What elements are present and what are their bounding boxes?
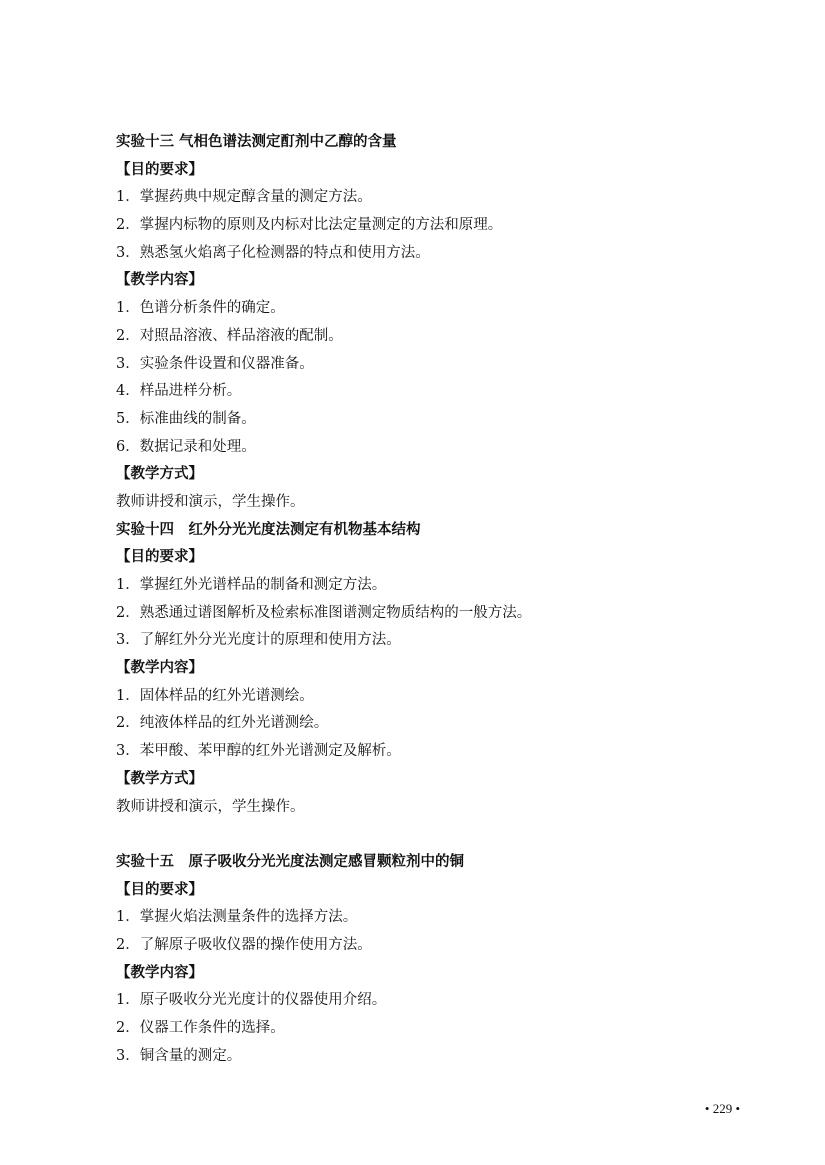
objectives-heading: 【目的要求】 bbox=[116, 881, 203, 898]
objective-item: 1．掌握红外光谱样品的制备和测定方法。 bbox=[116, 577, 387, 593]
content-item: 2．对照品溶液、样品溶液的配制。 bbox=[116, 327, 343, 344]
content-heading: 【教学内容】 bbox=[116, 272, 203, 289]
content-item: 6．数据记录和处理。 bbox=[116, 438, 256, 455]
content-item: 4．样品进样分析。 bbox=[116, 383, 242, 400]
objectives-heading: 【目的要求】 bbox=[116, 161, 203, 178]
content-item: 3．铜含量的测定。 bbox=[116, 1047, 242, 1064]
content-item: 2．仪器工作条件的选择。 bbox=[116, 1020, 285, 1036]
section-title: 实验十三 气相色谱法测定酊剂中乙醇的含量 bbox=[116, 134, 397, 150]
page-number: • 229 • bbox=[704, 1101, 740, 1116]
objective-item: 1．掌握药典中规定醇含量的测定方法。 bbox=[116, 189, 372, 206]
objective-item: 3．熟悉氢火焰离子化检测器的特点和使用方法。 bbox=[116, 244, 430, 261]
objective-item: 2．熟悉通过谱图解析及检索标准图谱测定物质结构的一般方法。 bbox=[116, 604, 532, 621]
objective-item: 1．掌握火焰法测量条件的选择方法。 bbox=[116, 909, 358, 926]
method-heading: 【教学方式】 bbox=[116, 466, 203, 483]
content-item: 5．标准曲线的制备。 bbox=[116, 410, 256, 427]
content-item: 1．固体样品的红外光谱测绘。 bbox=[116, 687, 314, 704]
document-body bbox=[116, 129, 766, 1070]
objective-item: 2．了解原子吸收仪器的操作使用方法。 bbox=[116, 936, 372, 953]
content-heading: 【教学内容】 bbox=[116, 660, 203, 677]
section-spacer bbox=[116, 821, 766, 849]
method-heading: 【教学方式】 bbox=[116, 770, 203, 787]
content-item: 1．原子吸收分光光度计的仪器使用介绍。 bbox=[116, 992, 387, 1009]
section-title: 实验十四 红外分光光度法测定有机物基本结构 bbox=[116, 521, 421, 538]
method-text: 教师讲授和演示，学生操作。 bbox=[116, 493, 305, 510]
content-item: 3．实验条件设置和仪器准备。 bbox=[116, 355, 314, 372]
objectives-heading: 【目的要求】 bbox=[116, 549, 203, 566]
content-heading: 【教学内容】 bbox=[116, 964, 203, 981]
objective-item: 2．掌握内标物的原则及内标对比法定量测定的方法和原理。 bbox=[116, 217, 503, 234]
section-title: 实验十五 原子吸收分光光度法测定感冒颗粒剂中的铜 bbox=[116, 853, 464, 870]
content-item: 3．苯甲酸、苯甲醇的红外光谱测定及解析。 bbox=[116, 743, 401, 760]
objective-item: 3．了解红外分光光度计的原理和使用方法。 bbox=[116, 632, 401, 649]
content-item: 2．纯液体样品的红外光谱测绘。 bbox=[116, 715, 329, 732]
content-item: 1．色谱分析条件的确定。 bbox=[116, 300, 285, 317]
method-text: 教师讲授和演示，学生操作。 bbox=[116, 798, 305, 815]
